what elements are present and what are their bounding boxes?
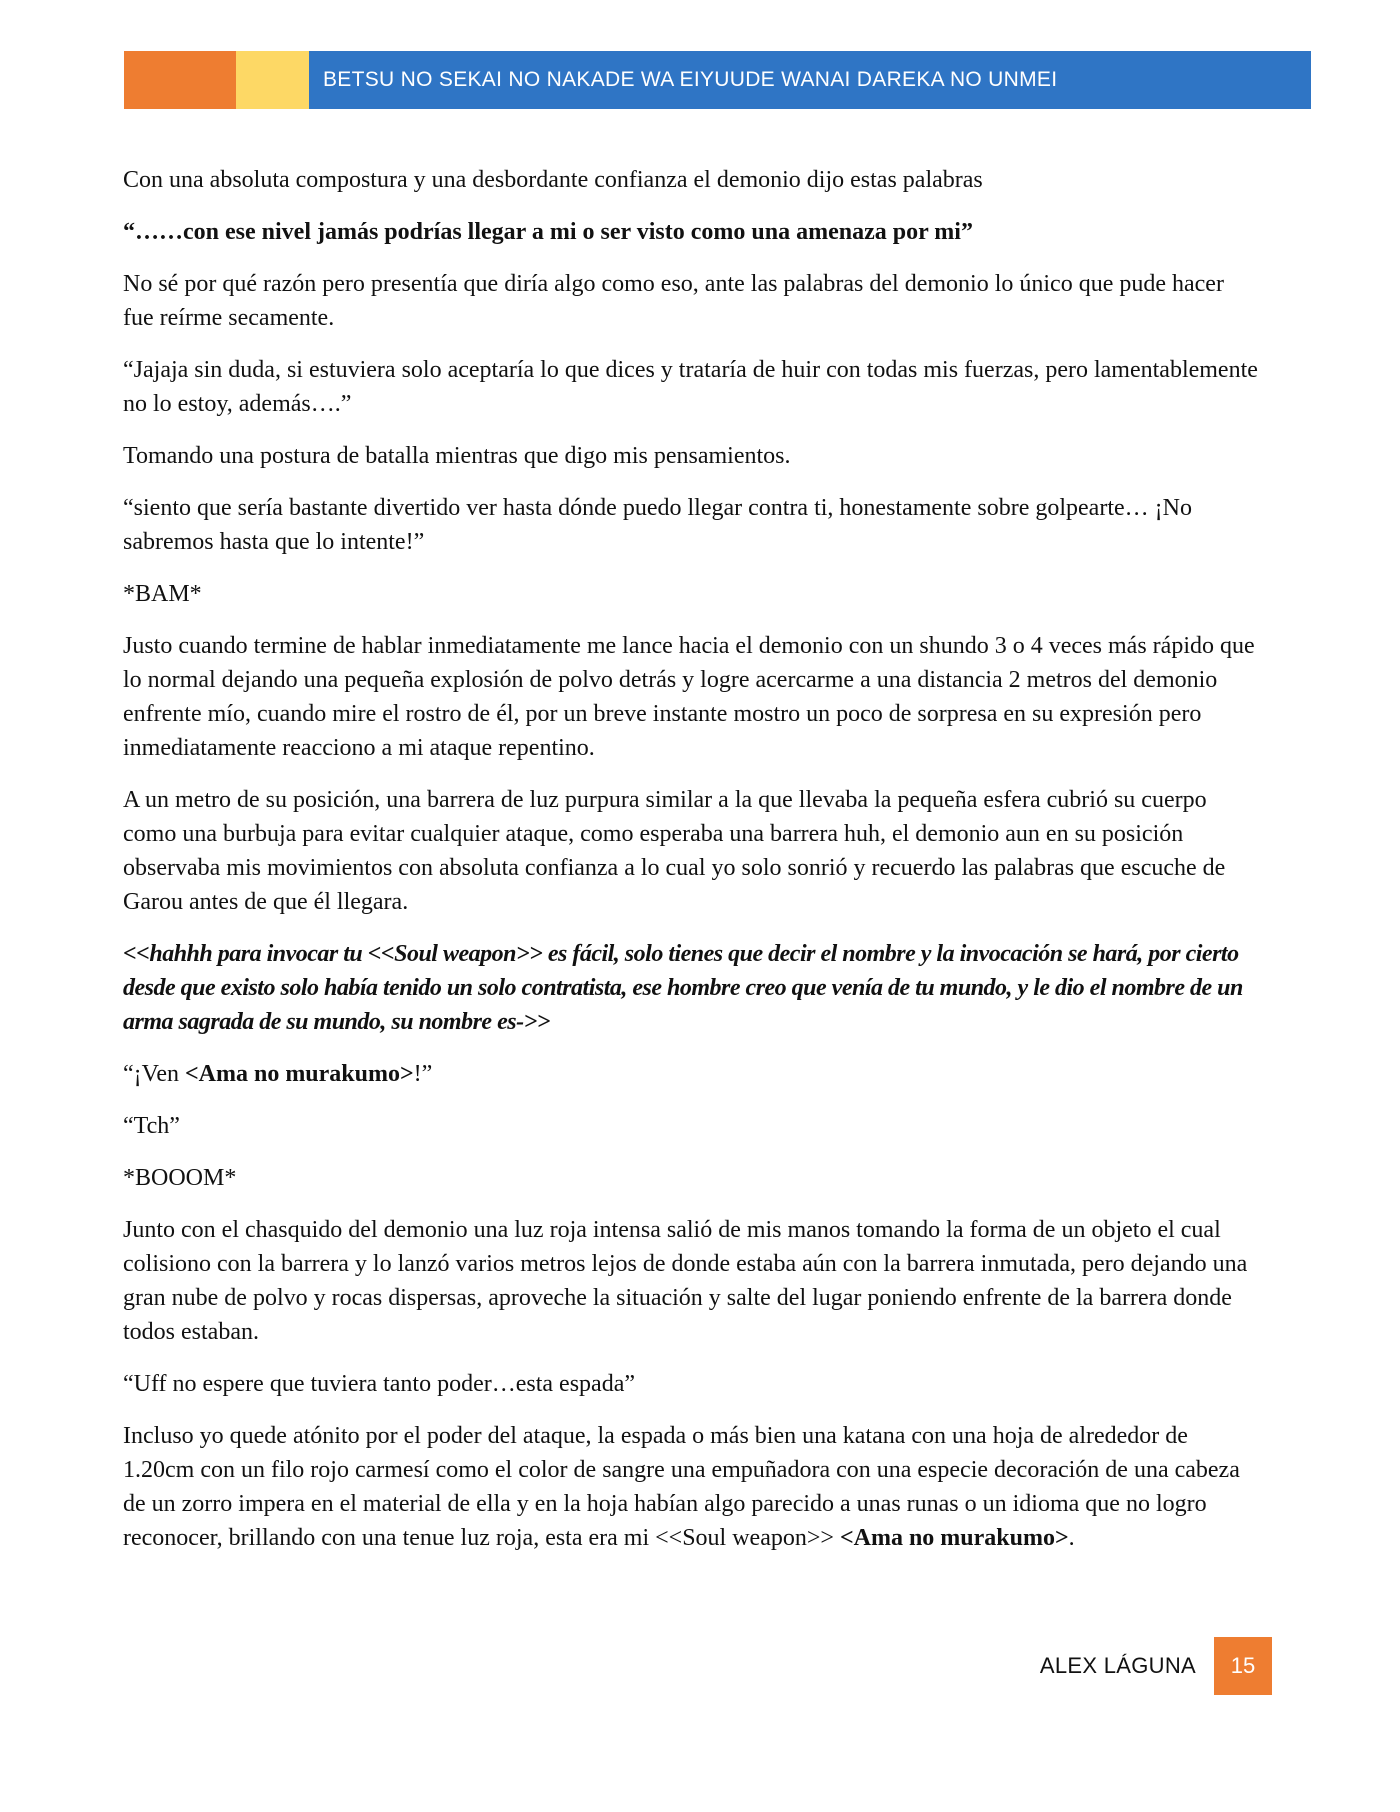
paragraph: Junto con el chasquido del demonio una luz roja intensa salió de mis manos tomando la forma de un objeto el cual colisiono con la barrera y lo lanzó varios metros lejos de donde estaba aún con la barrera inmutada, pero dejando una gran nube de polvo y rocas dispersas, aproveche la situación y salte del lugar poniendo enfrente de la barrera donde todos estaban. (123, 1217, 1248, 1345)
sound-effect: *BAM* (123, 581, 202, 607)
dialogue: “Uff no espere que tuviera tanto poder…esta espada” (123, 1371, 636, 1397)
paragraph: No sé por qué razón pero presentía que diría algo como eso, ante las palabras del demonio lo único que pude hacer fue reírme secamente. (123, 271, 1224, 331)
dialogue (123, 1057, 1258, 1091)
sound-effect: *BOOOM* (123, 1165, 237, 1191)
header-yellow-block (236, 51, 309, 109)
memory-quote: <<hahhh para invocar tu <<Soul weapon>> es fácil, solo tienes que decir el nombre y la invocación se hará, por cierto desde que existo solo había tenido un solo contratista, ese hombre creo que venía de tu mundo, y le dio el nombre de un arma sagrada de su mundo, su nombre es->> (123, 941, 1243, 1035)
paragraph: Tomando una postura de batalla mientras que digo mis pensamientos. (123, 443, 791, 469)
weapon-name: <Ama no murakumo> (839, 1525, 1069, 1551)
weapon-name: <Ama no murakumo> (184, 1061, 414, 1087)
dialogue: “Jajaja sin duda, si estuviera solo aceptaría lo que dices y trataría de huir con todas mis fuerzas, pero lamentablemente no lo estoy, además….” (123, 357, 1258, 417)
paragraph: Justo cuando termine de hablar inmediatamente me lance hacia el demonio con un shundo 3 o 4 veces más rápido que lo normal dejando una pequeña explosión de polvo detrás y logre acercarme a una distancia 2 metros del demonio enfrente mío, cuando mire el rostro de él, por un breve instante mostro un poco de sorpresa en su expresión pero inmediatamente reacciono a mi ataque repentino. (123, 633, 1255, 761)
page-body (123, 163, 1258, 1573)
dialogue: “Tch” (123, 1113, 180, 1139)
paragraph: A un metro de su posición, una barrera de luz purpura similar a la que llevaba la pequeña esfera cubrió su cuerpo como una burbuja para evitar cualquier ataque, como esperaba una barrera huh, el demonio aun en su posición observaba mis movimientos con absoluta confianza a lo cual yo solo sonrió y recuerdo las palabras que escuche de Garou antes de que él llegara. (123, 787, 1226, 915)
header-title: BETSU NO SEKAI NO NAKADE WA EIYUUDE WANAI DAREKA NO UNMEI (309, 51, 1311, 109)
paragraph-text: . (1068, 1525, 1075, 1551)
page-header (124, 51, 1311, 109)
dialogue-text: “¡Ven (123, 1061, 185, 1087)
page-number: 15 (1214, 1637, 1272, 1695)
author-name: ALEX LÁGUNA (1039, 1653, 1196, 1678)
page-footer (1040, 1637, 1272, 1695)
paragraph (123, 1419, 1258, 1555)
header-orange-block (124, 51, 236, 109)
dialogue: “siento que sería bastante divertido ver hasta dónde puedo llegar contra ti, honestamente sobre golpearte… ¡No sabremos hasta que lo intente!” (123, 495, 1192, 555)
dialogue-text: !” (413, 1061, 433, 1087)
paragraph-text: Incluso yo quede atónito por el poder del ataque, la espada o más bien una katana con una hoja de alrededor de 1.20cm con un filo rojo carmesí como el color de sangre una empuñadora con una especie decoración de una cabeza de un zorro impera en el material de ella y en la hoja habían algo parecido a unas runas o un idioma que no logro reconocer, brillando con una tenue luz roja, esta era mi <<Soul weapon>> (123, 1423, 1240, 1551)
demon-quote: “……con ese nivel jamás podrías llegar a mi o ser visto como una amenaza por mi” (123, 219, 973, 245)
paragraph: Con una absoluta compostura y una desbordante confianza el demonio dijo estas palabras (123, 167, 983, 193)
